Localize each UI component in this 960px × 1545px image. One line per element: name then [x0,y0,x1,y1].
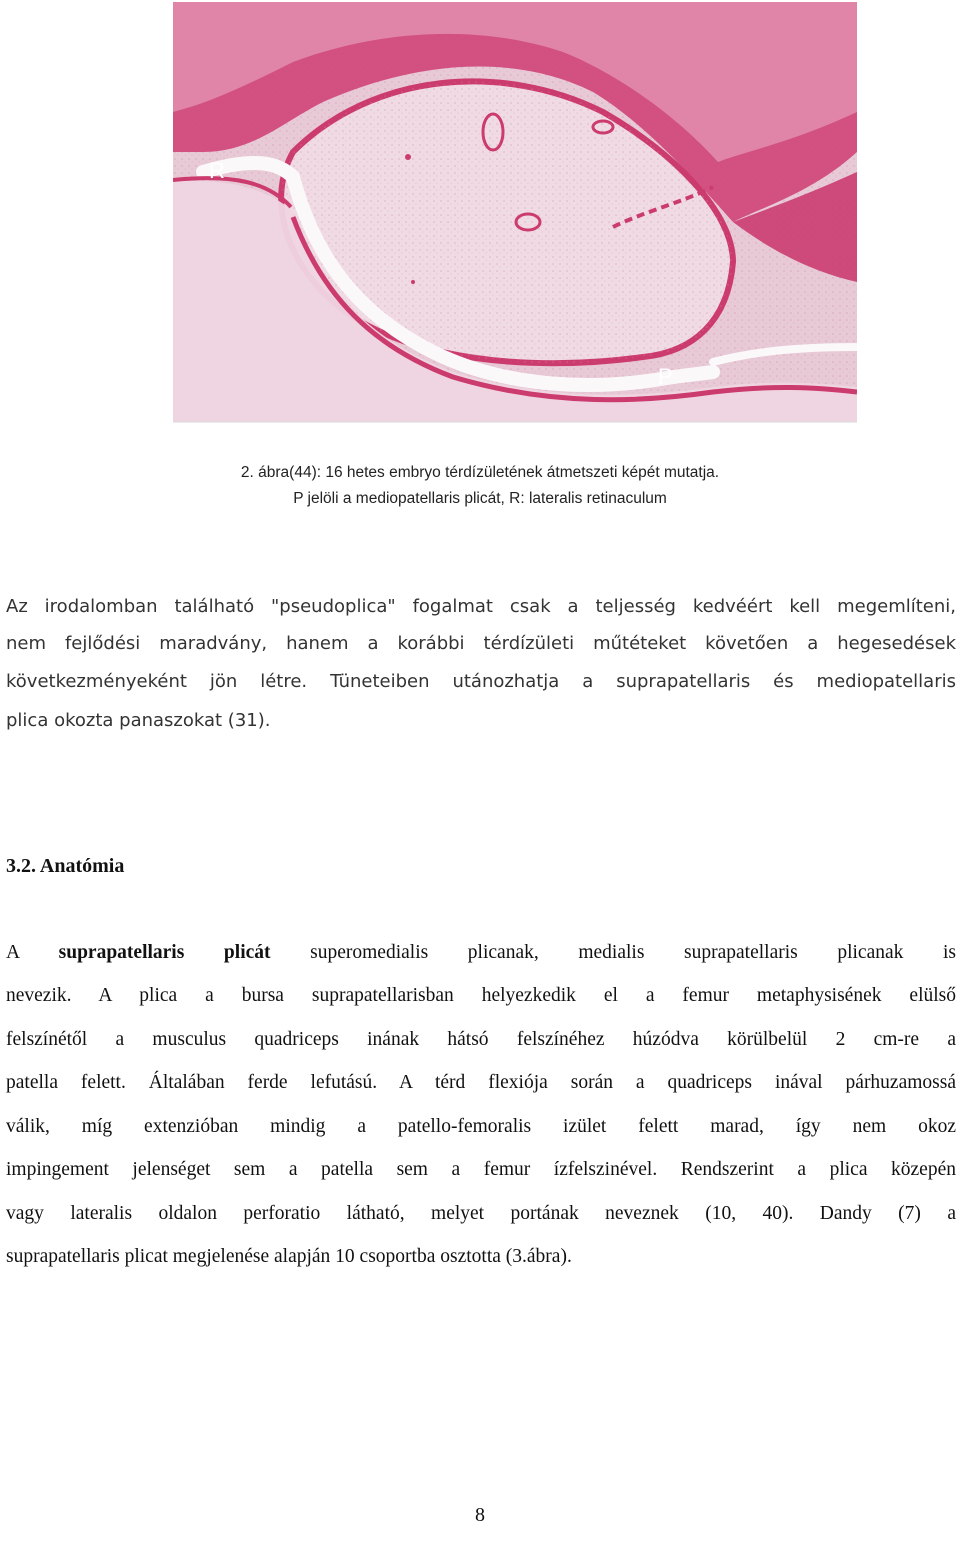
label-r: R [209,158,225,183]
paragraph-line: plica okozta panaszokat (31). [6,710,271,731]
paragraph-line: következményeként jön létre. Tüneteiben utánozhatja a suprapatellaris és mediopatellaris [6,671,956,692]
section-heading: 3.2. Anatómia [6,855,125,877]
paragraph-line: felszínétől a musculus quadriceps inának hátsó felszínéhez húzódva körülbelül 2 cm-re a [6,1029,956,1050]
figure-caption-line-1: 2. ábra(44): 16 hetes embryo térdízületének átmetszeti képét mutatja. [240,464,720,481]
paragraph-line: Az irodalomban található "pseudoplica" fogalmat csak a teljesség kedvéért kell megemlíteni, [6,596,956,617]
label-p: P [658,364,673,389]
knee-joint-section-image [173,2,857,452]
paragraph-line: vagy lateralis oldalon perforatio látható, melyet portának neveznek (10, 40). Dandy (7) a [6,1203,956,1224]
paragraph-line: nevezik. A plica a bursa suprapatellarisban helyezkedik el a femur metaphysisének elülső [6,985,956,1006]
paragraph-line: suprapatellaris plicat megjelenése alapján 10 csoportba osztotta (3.ábra). [6,1246,572,1267]
bold-term: suprapatellaris plicát [58,942,271,963]
histology-figure [173,2,857,452]
text-run: superomedialis plicanak, medialis suprapatellaris plicanak is [310,942,957,963]
text-run: A [6,942,20,963]
paragraph-line: nem fejlődési maradvány, hanem a korábbi térdízületi műtéteket követően a hegesedések [6,633,956,654]
page-number: 8 [475,1504,485,1526]
paragraph-line: impingement jelenséget sem a patella sem a femur ízfelszinével. Rendszerint a plica közepén [6,1159,956,1180]
figure-caption-line-2: P jelöli a mediopatellaris plicát, R: lateralis retinaculum [293,490,667,507]
paragraph-line [6,942,956,964]
paragraph-line: válik, míg extenzióban mindig a patello-femoralis izület felett marad, így nem okoz [6,1116,956,1137]
paragraph-line: patella felett. Általában ferde lefutású. A térd flexiója során a quadriceps inával párhuzamossá [6,1072,956,1093]
